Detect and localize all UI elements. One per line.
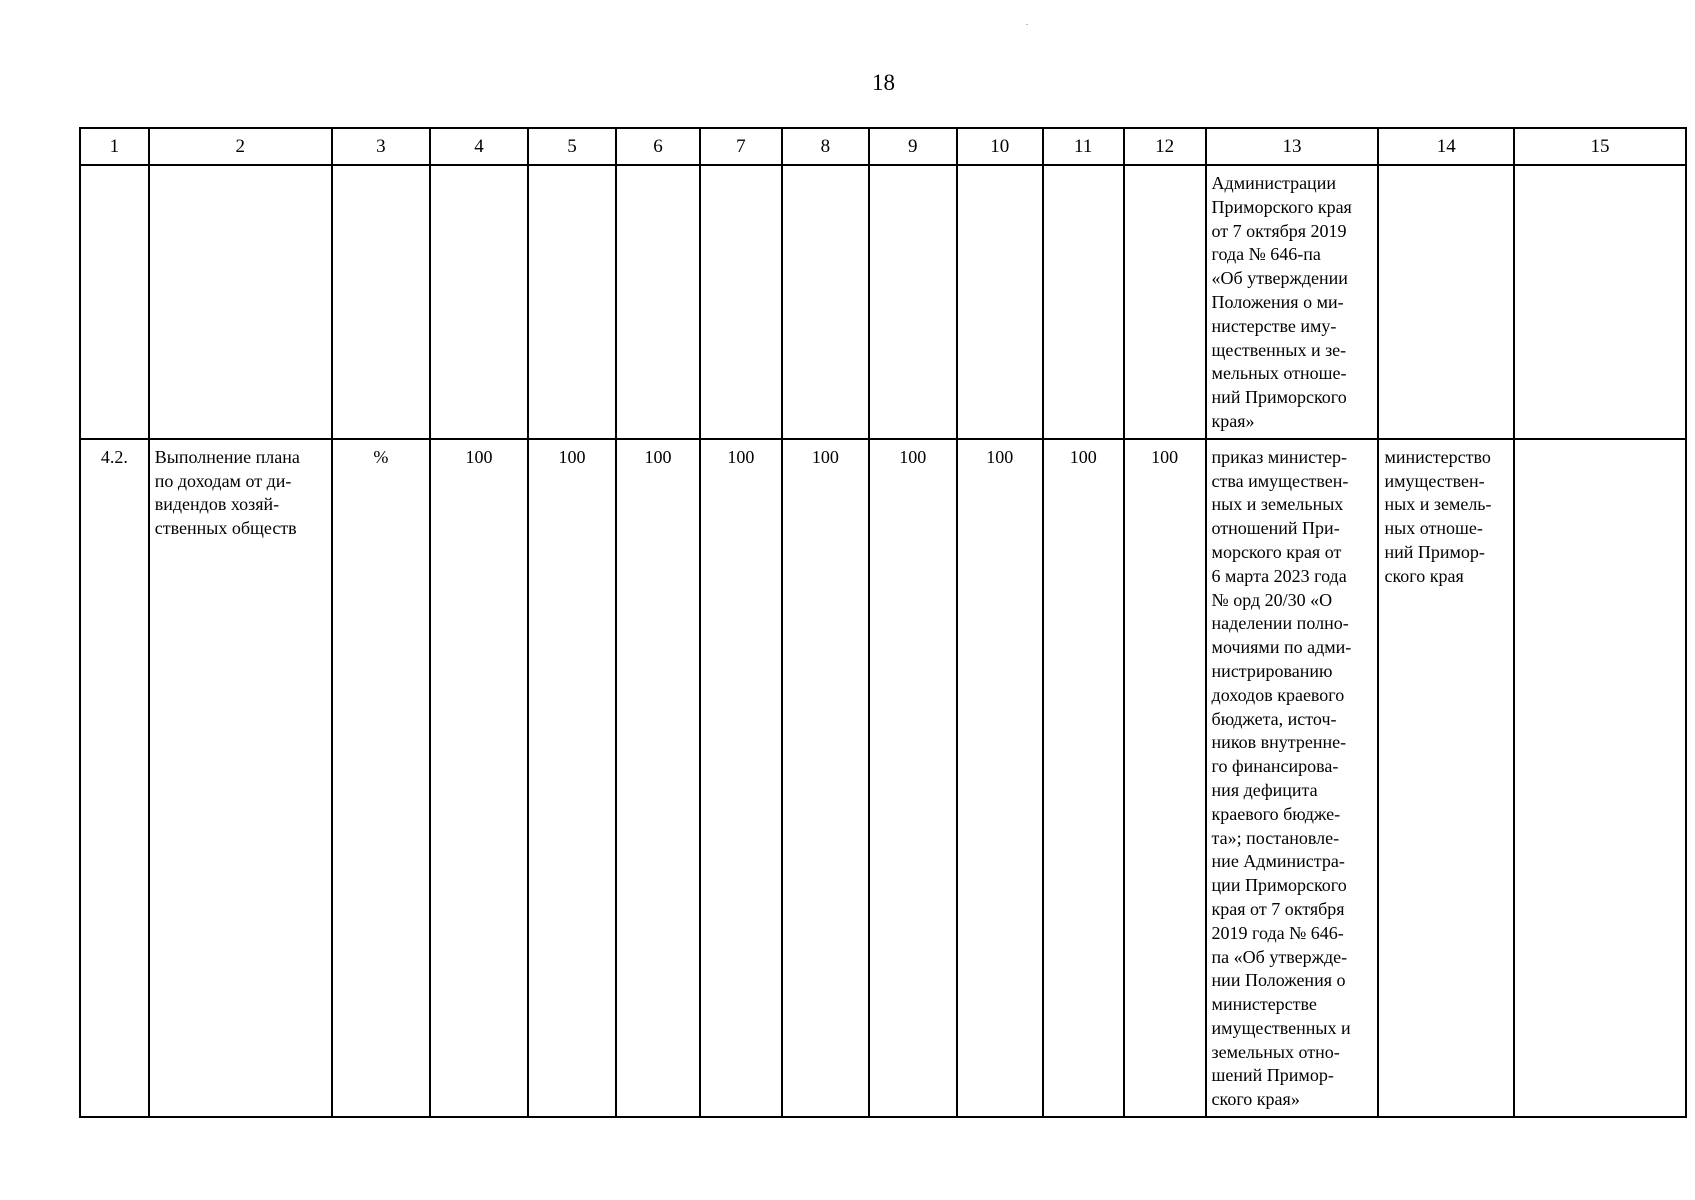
legal-basis-cell (1206, 165, 1379, 439)
column-header: 14 (1378, 128, 1514, 165)
value: 100 (1069, 446, 1097, 467)
table-cell (616, 165, 700, 439)
legal-basis-line: Приморского края (1211, 196, 1352, 217)
row-number: 4.2. (100, 446, 128, 467)
scan-artifact (1026, 24, 1028, 25)
legal-basis-line: земельных отно- (1211, 1041, 1340, 1062)
legal-basis-line: министерстве (1211, 994, 1317, 1015)
table-cell (700, 165, 782, 439)
value-cell (430, 439, 528, 1117)
column-header: 11 (1043, 128, 1124, 165)
value-cell (528, 439, 616, 1117)
responsible-line: ных и земель- (1384, 494, 1492, 515)
table-row (80, 165, 1686, 439)
value-cell (616, 439, 700, 1117)
column-header: 6 (616, 128, 700, 165)
value-cell (782, 439, 869, 1117)
responsible-cell (1378, 439, 1514, 1117)
legal-basis-line: «Об утверждении (1211, 268, 1348, 289)
unit-value: % (373, 446, 389, 467)
legal-basis-line: го финансирова- (1211, 756, 1339, 777)
value: 100 (811, 446, 839, 467)
legal-basis-line: ных и земельных (1211, 494, 1344, 515)
column-header: 7 (700, 128, 782, 165)
legal-basis-line: 6 марта 2023 года (1211, 565, 1347, 586)
table-cell (782, 165, 869, 439)
legal-basis-line: № орд 20/30 «О (1211, 589, 1333, 610)
column-header: 4 (430, 128, 528, 165)
table-cell (528, 165, 616, 439)
responsible-line: имуществен- (1384, 470, 1485, 491)
table-cell (869, 165, 957, 439)
legal-basis-line: мельных отноше- (1211, 363, 1347, 384)
column-header: 3 (332, 128, 430, 165)
legal-basis-line: ства имуществен- (1211, 470, 1349, 491)
legal-basis-line: нистерстве иму- (1211, 315, 1337, 336)
table-cell (1124, 165, 1206, 439)
value-cell (957, 439, 1043, 1117)
legal-basis-line: приказ министер- (1211, 446, 1348, 467)
column-header: 1 (80, 128, 149, 165)
legal-basis-line: года № 646-па (1211, 244, 1321, 265)
table-cell (149, 165, 332, 439)
indicator-name-cell (149, 439, 332, 1117)
indicator-name-line: Выполнение плана (154, 446, 300, 467)
row-number-cell (80, 439, 149, 1117)
legal-basis-line: мочиями по адми- (1211, 637, 1352, 658)
responsible-line: министерство (1384, 446, 1491, 467)
legal-basis-line: доходов краевого (1211, 684, 1345, 705)
table-cell (430, 165, 528, 439)
table-cell (957, 165, 1043, 439)
unit-cell (332, 439, 430, 1117)
legal-basis-line: краевого бюдже- (1211, 803, 1341, 824)
column-header: 8 (782, 128, 869, 165)
legal-basis-line: ния дефицита (1211, 779, 1318, 800)
table-cell (1514, 439, 1686, 1117)
legal-basis-line: ников внутренне- (1211, 732, 1347, 753)
column-header: 2 (149, 128, 332, 165)
legal-basis-line: ции Приморского (1211, 875, 1347, 896)
value: 100 (644, 446, 672, 467)
column-header: 12 (1124, 128, 1206, 165)
column-header: 13 (1206, 128, 1379, 165)
column-header: 10 (957, 128, 1043, 165)
value: 100 (727, 446, 755, 467)
legal-basis-line: бюджета, источ- (1211, 708, 1337, 729)
table-row (80, 439, 1686, 1117)
legal-basis-line: от 7 октября 2019 (1211, 220, 1347, 241)
legal-basis-line: шений Примор- (1211, 1065, 1334, 1086)
indicator-name-line: по доходам от ди- (154, 470, 292, 491)
legal-basis-line: щественных и зе- (1211, 339, 1347, 360)
column-header: 9 (869, 128, 957, 165)
value: 100 (899, 446, 927, 467)
page-number: 18 (872, 70, 895, 95)
value: 100 (1151, 446, 1179, 467)
value: 100 (465, 446, 493, 467)
column-header: 5 (528, 128, 616, 165)
document-table (79, 127, 1687, 1118)
indicator-name-line: видендов хозяй- (154, 494, 280, 515)
legal-basis-line: морского края от (1211, 541, 1342, 562)
table-cell (80, 165, 149, 439)
responsible-line: ний Примор- (1384, 541, 1485, 562)
legal-basis-line: ние Администра- (1211, 851, 1345, 872)
value-cell (700, 439, 782, 1117)
table-cell (1043, 165, 1124, 439)
responsible-line: ных отноше- (1384, 518, 1483, 539)
value-cell (1043, 439, 1124, 1117)
legal-basis-line: па «Об утвержде- (1211, 946, 1348, 967)
legal-basis-line: та»; постановле- (1211, 827, 1340, 848)
value-cell (1124, 439, 1206, 1117)
legal-basis-line: ского края» (1211, 1089, 1300, 1110)
indicator-name-line: ственных обществ (154, 518, 297, 539)
table-header-row (80, 128, 1686, 165)
value: 100 (986, 446, 1014, 467)
legal-basis-line: нистрированию (1211, 660, 1333, 681)
value: 100 (558, 446, 586, 467)
responsible-line: ского края (1384, 565, 1464, 586)
table-cell (1378, 165, 1514, 439)
legal-basis-line: отношений При- (1211, 518, 1340, 539)
legal-basis-line: Положения о ми- (1211, 291, 1344, 312)
value-cell (869, 439, 957, 1117)
legal-basis-line: ний Приморского (1211, 387, 1347, 408)
legal-basis-line: края» (1211, 410, 1255, 431)
legal-basis-line: нии Положения о (1211, 970, 1346, 991)
legal-basis-line: имущественных и (1211, 1017, 1351, 1038)
empty-cell-text (1515, 440, 1685, 450)
table-cell (332, 165, 430, 439)
table-cell (1514, 165, 1686, 439)
legal-basis-line: Администрации (1211, 173, 1336, 193)
legal-basis-line: 2019 года № 646- (1211, 922, 1344, 943)
legal-basis-line: наделении полно- (1211, 613, 1349, 634)
column-header: 15 (1514, 128, 1686, 165)
legal-basis-cell (1206, 439, 1379, 1117)
legal-basis-line: края от 7 октября (1211, 898, 1345, 919)
